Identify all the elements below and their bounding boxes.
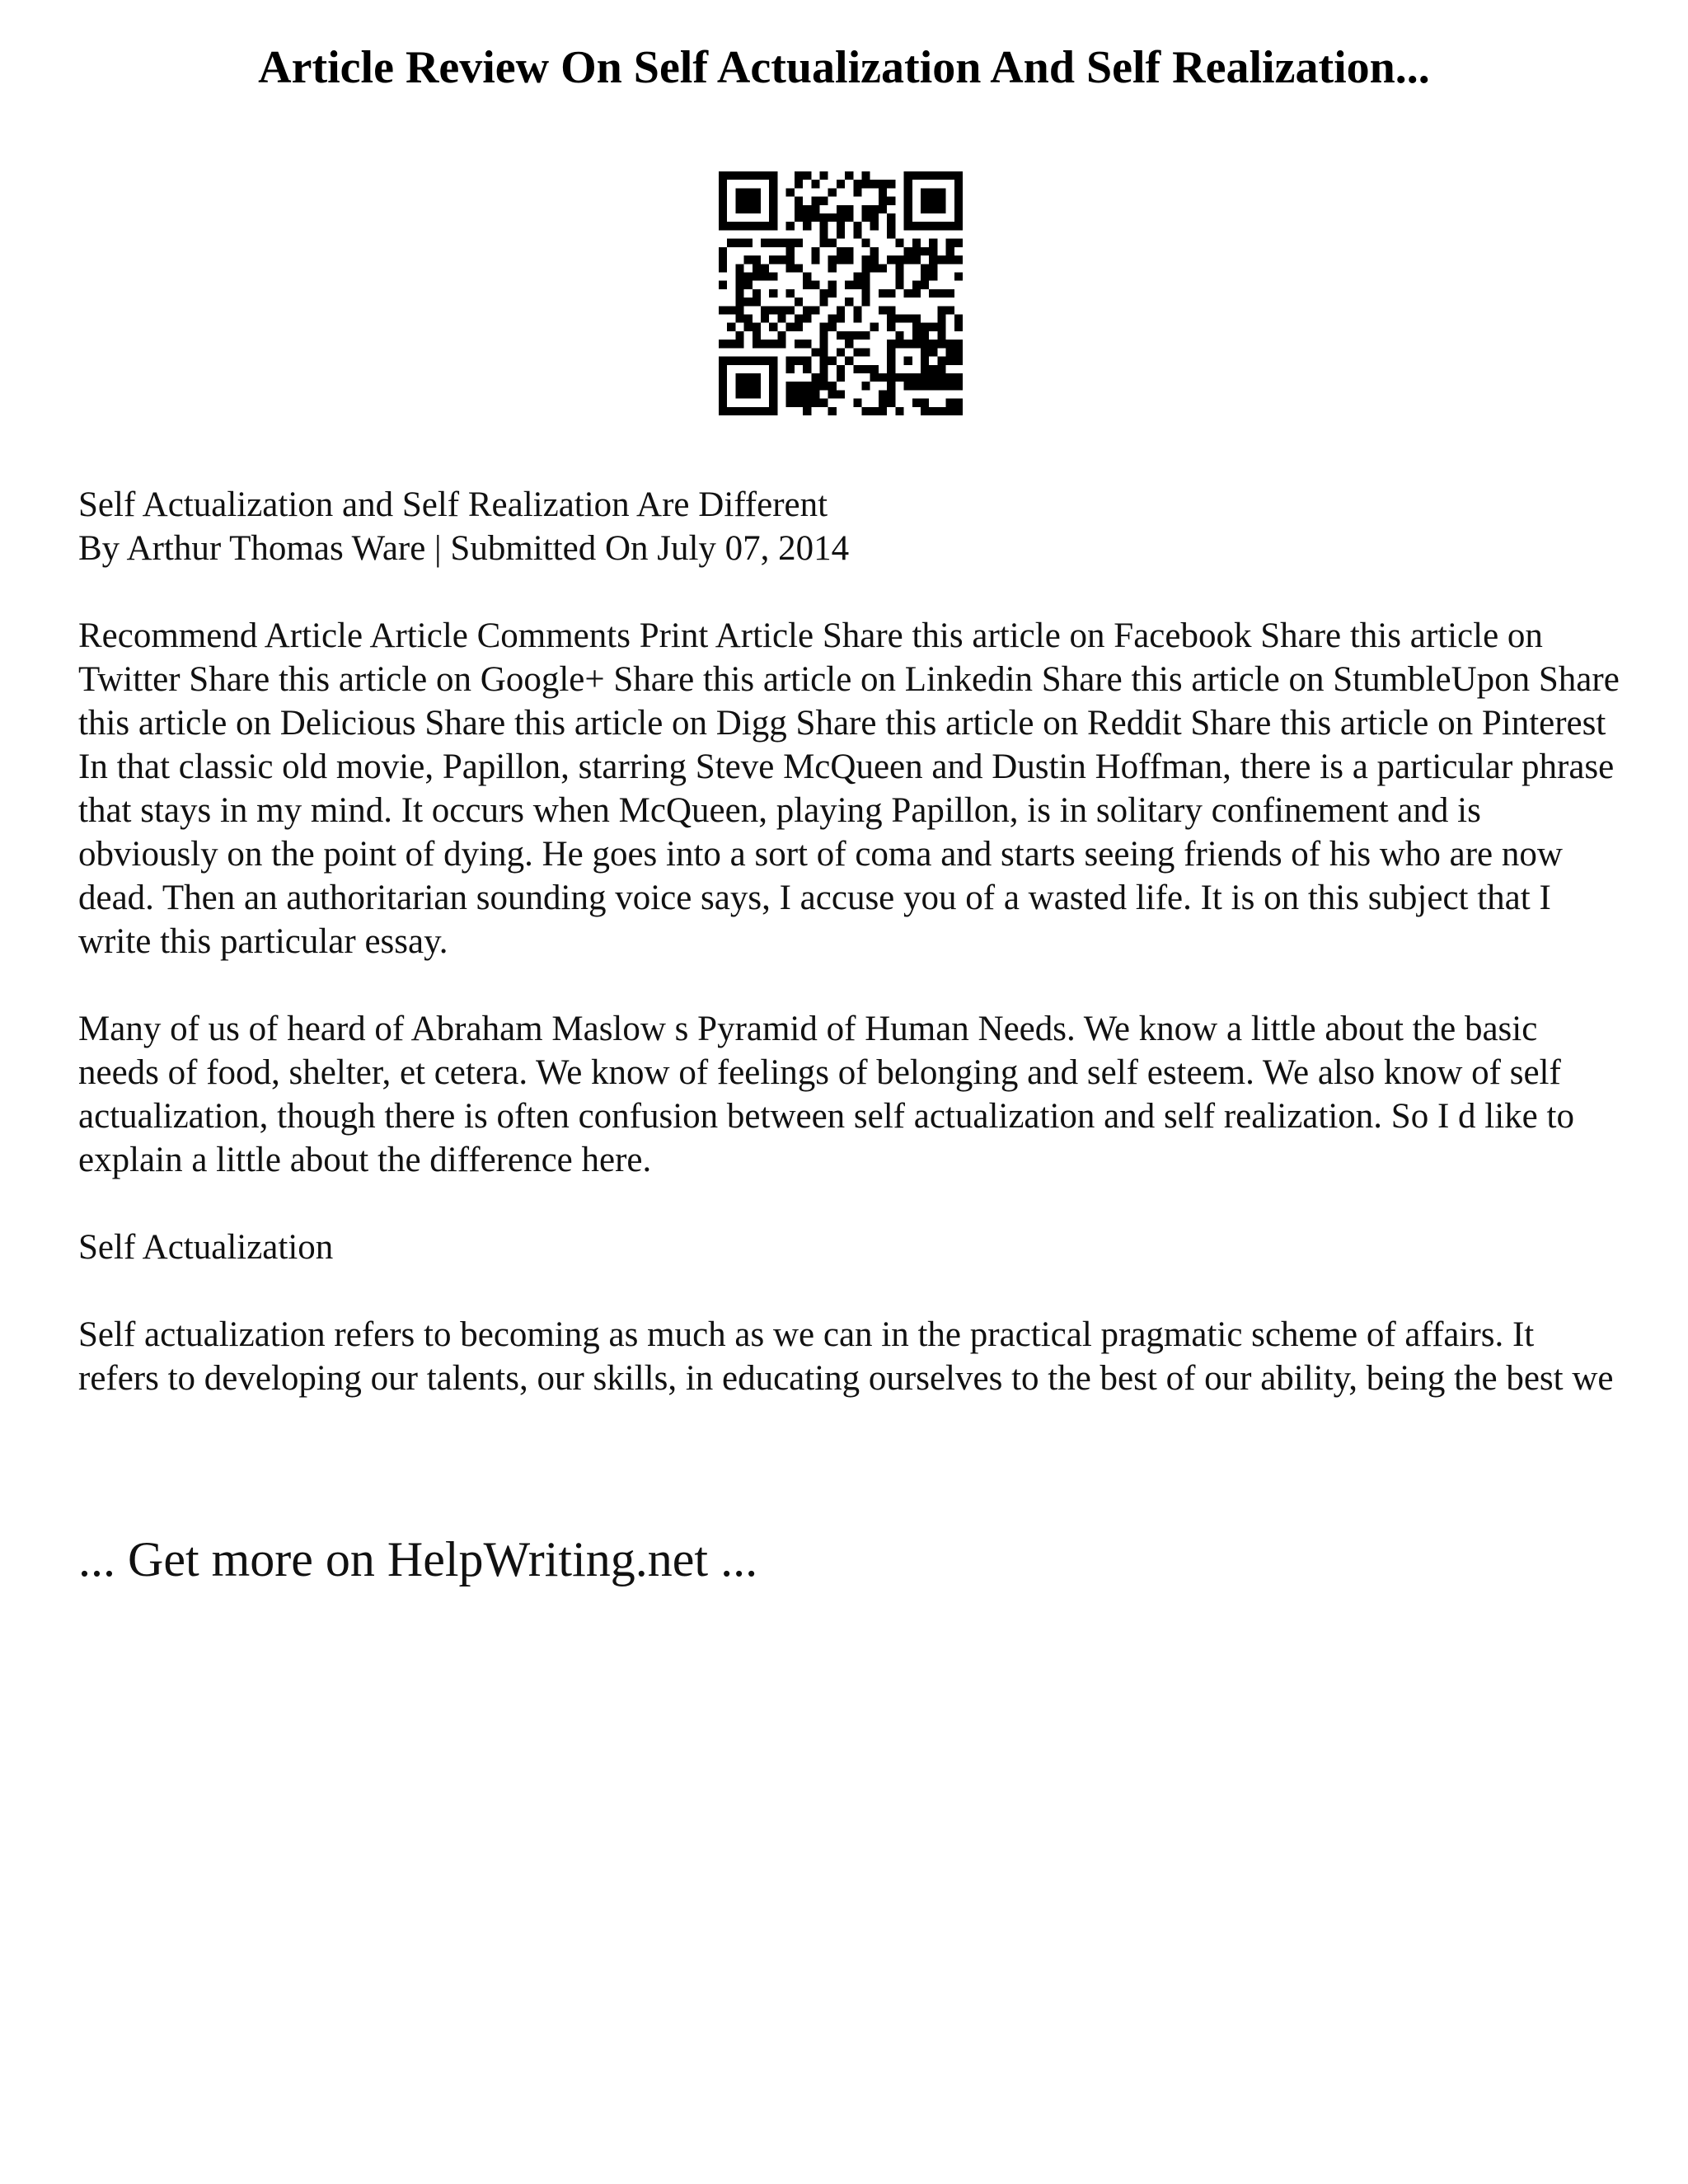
article-byline: By Arthur Thomas Ware | Submitted On July 07, 2014 bbox=[78, 529, 850, 568]
document-title: Article Review On Self Actualization And Self Realization... bbox=[258, 42, 1430, 93]
paragraph-2: Many of us of heard of Abraham Maslow s Pyramid of Human Needs. We know a little about the basic needs of food, shelter, et cetera. We know of feelings of belonging and self esteem. We also know of self actualization, though there is often confusion between self actualization and self realization. So I d like to explain a little about the difference here. bbox=[78, 1010, 1574, 1179]
paragraph-3: Self actualization refers to becoming as much as we can in the practical pragmatic scheme of affairs. It refers to developing our talents, our skills, in educating ourselves to the best of our ability, being the best we bbox=[78, 1315, 1614, 1398]
share-bar: Recommend Article Article Comments Print Article Share this article on Facebook Share this article on Twitter Share this article on Google+ Share this article on Linkedin Share this article on StumbleUpon Share this article on Delicious Share this article on Digg Share this article on Reddit Share this article on Pinterest bbox=[78, 616, 1620, 743]
qr-code-graphic bbox=[719, 171, 963, 415]
section-heading: Self Actualization bbox=[78, 1228, 334, 1267]
article-body bbox=[78, 483, 1620, 1400]
article-title: Self Actualization and Self Realization Are Different bbox=[78, 485, 828, 524]
get-more-link[interactable]: ... Get more on HelpWriting.net ... bbox=[78, 1532, 758, 1586]
qr-code-icon bbox=[719, 171, 963, 415]
paragraph-1: In that classic old movie, Papillon, starring Steve McQueen and Dustin Hoffman, there is a particular phrase that stays in my mind. It occurs when McQueen, playing Papillon, is in solitary confinement and is obviously on the point of dying. He goes into a sort of coma and starts seeing friends of his who are now dead. Then an authoritarian sounding voice says, I accuse you of a wasted life. It is on this subject that I write this particular essay. bbox=[78, 748, 1615, 961]
